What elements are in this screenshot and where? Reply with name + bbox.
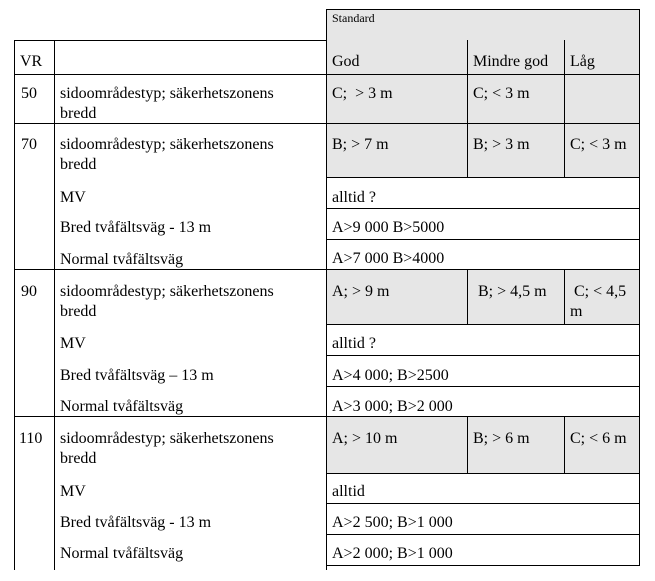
vline-r110-mindre-lag xyxy=(564,416,565,474)
r90-normal-label: Normal tvåfältsväg xyxy=(60,398,184,415)
r110-label-line1: sidoområdestyp; säkerhetszonens xyxy=(60,430,274,447)
r110-mv-value: alltid xyxy=(332,483,365,500)
r50-label-line1: sidoområdestyp; säkerhetszonens xyxy=(60,85,274,102)
r90-mindre-god: B; > 4,5 m xyxy=(478,283,547,300)
vline-r110-god-mindre xyxy=(467,416,468,474)
vr-70: 70 xyxy=(21,136,37,153)
r110-normal-value: A>2 000; B>1 000 xyxy=(332,545,453,562)
r70-normal-value: A>7 000 B>4000 xyxy=(332,250,445,267)
r90-god: A; > 9 m xyxy=(332,283,390,300)
hline-row70-mv xyxy=(326,208,640,209)
vline-header-mindre-lag xyxy=(564,40,565,75)
hline-header-top xyxy=(14,40,327,41)
hline-top-standard xyxy=(326,9,640,10)
vline-r70-god-mindre xyxy=(467,123,468,178)
r90-bred-value: A>4 000; B>2500 xyxy=(332,367,449,384)
vline-left xyxy=(14,40,15,570)
vline-r70-mindre-lag xyxy=(564,123,565,178)
r50-label-line2: bredd xyxy=(60,105,97,122)
r110-god: A; > 10 m xyxy=(332,430,398,447)
vline-r90-god-mindre xyxy=(467,269,468,325)
hline-row110-bred xyxy=(326,534,640,535)
r110-mindre-god: B; > 6 m xyxy=(473,430,530,447)
r90-lag-line2: m xyxy=(570,303,583,320)
r90-lag-line1: C; < 4,5 xyxy=(574,283,627,300)
r70-god: B; > 7 m xyxy=(332,136,389,153)
vr-110: 110 xyxy=(19,430,43,447)
hline-row90-main xyxy=(326,324,640,325)
r90-mv-value: alltid ? xyxy=(332,335,376,352)
r90-mv-label: MV xyxy=(60,335,86,352)
vline-label-value xyxy=(326,9,327,570)
lag-header: Låg xyxy=(570,53,595,70)
r70-mv-value: alltid ? xyxy=(332,189,376,206)
hline-row70-bred xyxy=(326,239,640,240)
hline-row110-bottom xyxy=(326,565,640,566)
vline-r50-mindre-lag xyxy=(564,74,565,124)
r70-label-line2: bredd xyxy=(60,156,97,173)
hline-row90-mv xyxy=(326,355,640,356)
r70-lag: C; < 3 m xyxy=(570,136,627,153)
vr-50: 50 xyxy=(21,85,37,102)
hline-row110-main xyxy=(326,473,640,474)
standard-header: Standard xyxy=(332,11,375,25)
r90-label-line2: bredd xyxy=(60,303,97,320)
r110-mv-label: MV xyxy=(60,483,86,500)
vline-vr-label xyxy=(54,40,55,570)
vr-header: VR xyxy=(20,53,43,70)
r90-normal-value: A>3 000; B>2 000 xyxy=(332,398,453,415)
r70-mv-label: MV xyxy=(60,189,86,206)
vline-r90-mindre-lag xyxy=(564,269,565,325)
r110-bred-value: A>2 500; B>1 000 xyxy=(332,514,453,531)
r110-normal-label: Normal tvåfältsväg xyxy=(60,545,184,562)
r50-god: C; > 3 m xyxy=(332,85,393,102)
hline-row70-main xyxy=(326,177,640,178)
r90-label-line1: sidoområdestyp; säkerhetszonens xyxy=(60,283,274,300)
mindre-god-header: Mindre god xyxy=(473,53,549,70)
vline-right xyxy=(639,9,640,566)
vline-header-god-mindre xyxy=(467,40,468,75)
vline-r50-god-mindre xyxy=(467,74,468,124)
vr-90: 90 xyxy=(21,283,37,300)
hline-row90-bred xyxy=(326,386,640,387)
r110-label-line2: bredd xyxy=(60,450,97,467)
r110-lag: C; < 6 m xyxy=(570,430,627,447)
r70-mindre-god: B; > 3 m xyxy=(473,136,530,153)
hline-row110-mv xyxy=(326,503,640,504)
r110-bred-label: Bred tvåfältsväg - 13 m xyxy=(60,514,212,531)
r70-bred-value: A>9 000 B>5000 xyxy=(332,219,445,236)
god-header: God xyxy=(332,53,360,70)
r70-bred-label: Bred tvåfältsväg - 13 m xyxy=(60,219,212,236)
r70-label-line1: sidoområdestyp; säkerhetszonens xyxy=(60,136,274,153)
hline-header-bottom xyxy=(14,74,640,75)
r90-bred-label: Bred tvåfältsväg – 13 m xyxy=(60,367,214,384)
r70-normal-label: Normal tvåfältsväg xyxy=(60,251,184,268)
r50-mindre-god: C; < 3 m xyxy=(473,85,530,102)
hline-row50-bottom xyxy=(14,123,640,124)
